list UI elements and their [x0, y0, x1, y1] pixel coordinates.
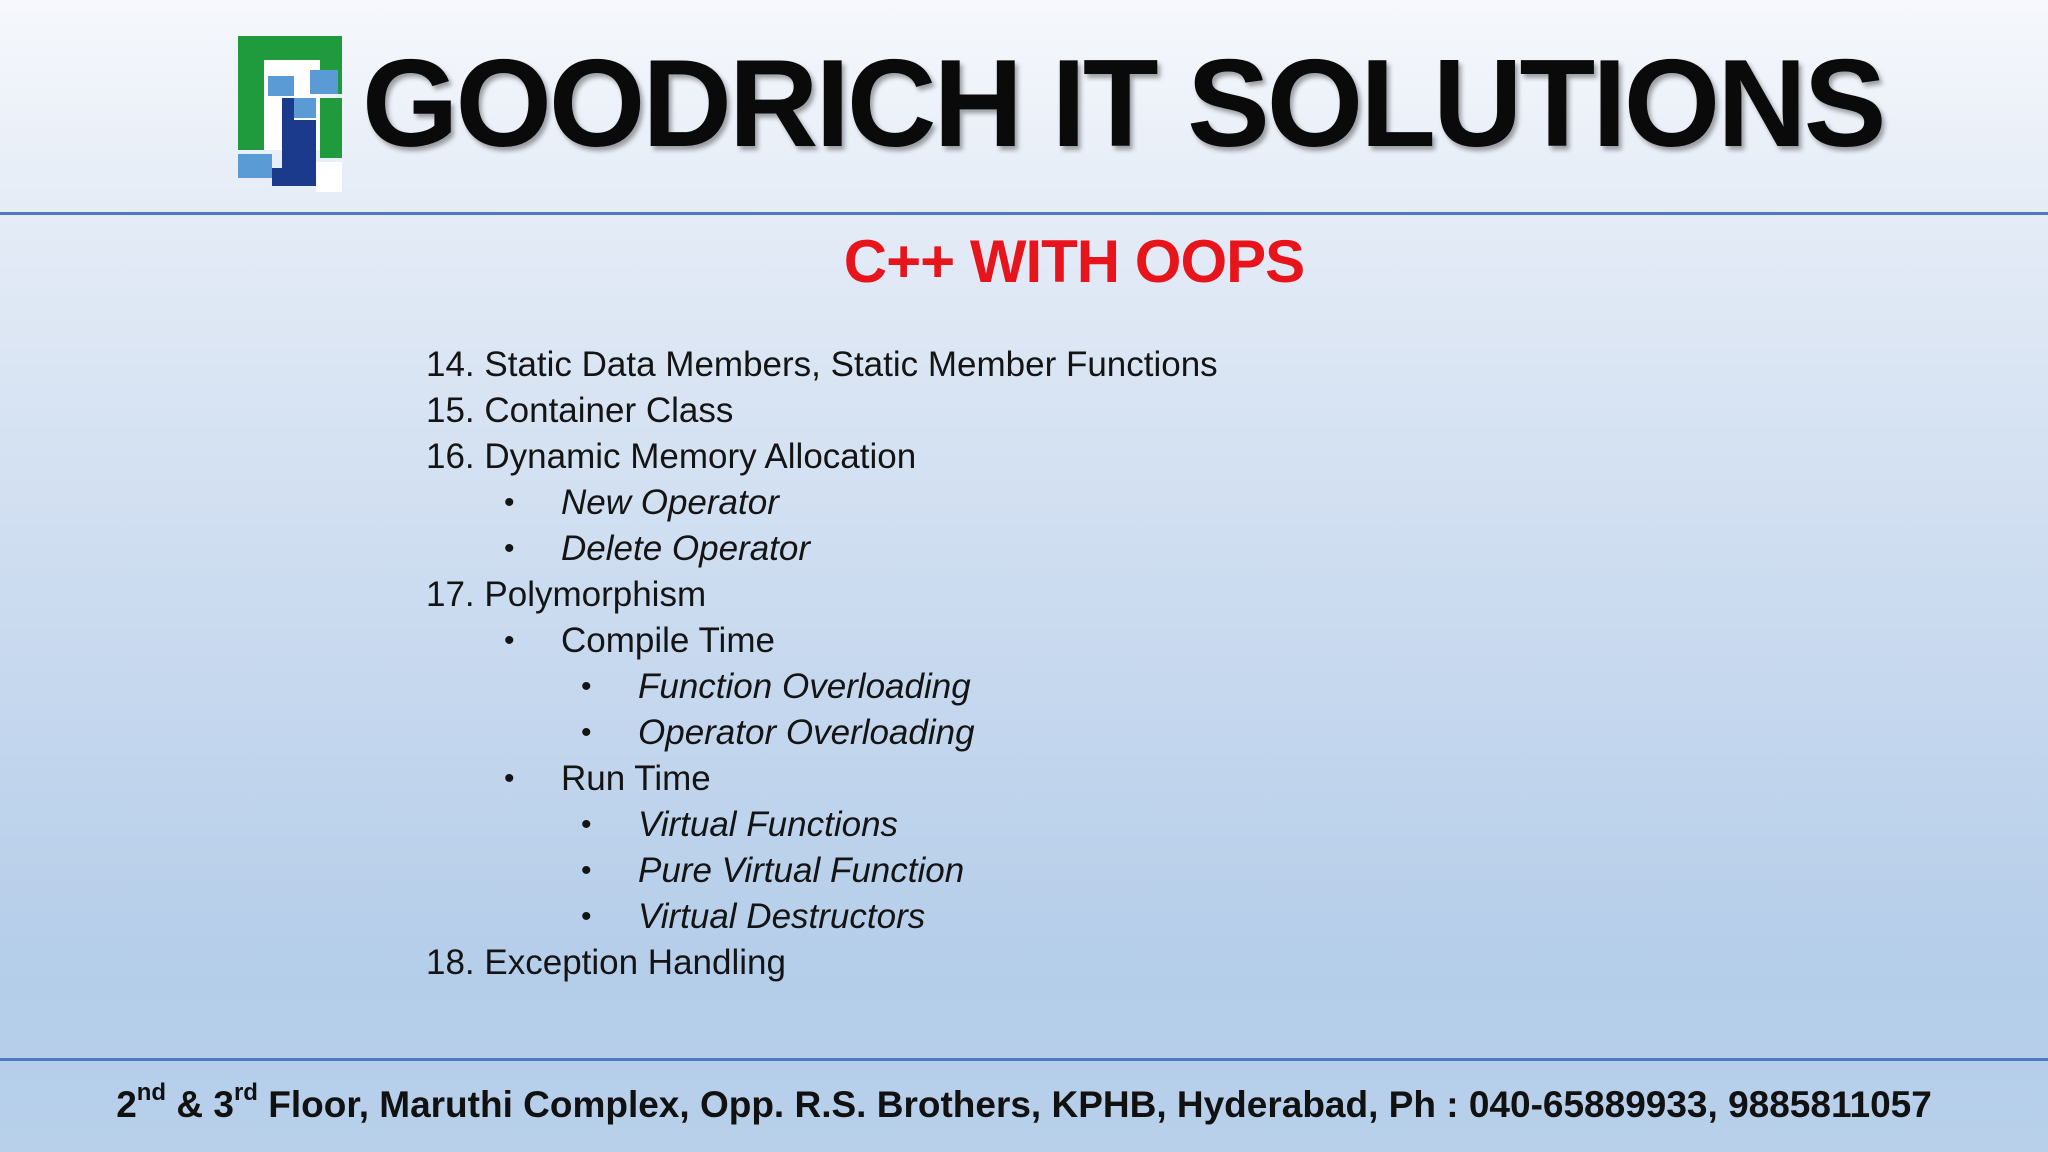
bullet-icon: • [581, 716, 592, 749]
ampersand: & [176, 1084, 204, 1125]
topic-text: Operator Overloading [638, 713, 975, 752]
topic-text: Virtual Functions [638, 805, 899, 844]
topic-text: 18. Exception Handling [426, 943, 786, 982]
subtopic-item [426, 756, 1826, 802]
subtopic-item [426, 618, 1826, 664]
topic-item [426, 434, 1826, 480]
bullet-icon: • [581, 900, 592, 933]
sub-subtopic-item [426, 894, 1826, 940]
bullet-icon: • [581, 808, 592, 841]
topic-item [426, 572, 1826, 618]
topic-text: Run Time [561, 759, 711, 798]
sub-subtopic-item [426, 802, 1826, 848]
bullet-icon: • [581, 854, 592, 887]
company-name: GOODRICH IT SOLUTIONS [362, 35, 1884, 173]
topic-list [426, 342, 1826, 986]
topic-text: 17. Polymorphism [426, 575, 707, 614]
header [0, 0, 2048, 212]
floor-number-2: 3 [213, 1084, 234, 1125]
floor-number-1: 2 [116, 1084, 137, 1125]
topic-text: Function Overloading [638, 667, 971, 706]
sub-subtopic-item [426, 664, 1826, 710]
subtopic-item [426, 480, 1826, 526]
bullet-icon: • [581, 670, 592, 703]
topic-item [426, 342, 1826, 388]
footer-address [0, 1070, 2048, 1140]
floor-suffix-1: nd [136, 1078, 167, 1106]
floor-suffix-2: rd [233, 1078, 258, 1106]
topic-text: Compile Time [561, 621, 775, 660]
topic-text: 15. Container Class [426, 391, 734, 430]
header-divider [0, 212, 2048, 215]
topic-text: Virtual Destructors [638, 897, 926, 936]
bullet-icon: • [504, 624, 515, 657]
sub-subtopic-item [426, 710, 1826, 756]
course-title: C++ WITH OOPS [843, 228, 1305, 295]
sub-subtopic-item [426, 848, 1826, 894]
goodrich-logo-icon [238, 36, 342, 192]
subtopic-item [426, 526, 1826, 572]
topic-text: Pure Virtual Function [638, 851, 965, 890]
topic-item [426, 388, 1826, 434]
bullet-icon: • [504, 762, 515, 795]
topic-text: Delete Operator [561, 529, 811, 568]
footer-divider [0, 1058, 2048, 1061]
topic-item [426, 940, 1826, 986]
bullet-icon: • [504, 532, 515, 565]
address-text: Floor, Maruthi Complex, Opp. R.S. Brothers, KPHB, Hyderabad, Ph : 040-65889933, 9885811057 [268, 1084, 1932, 1125]
topic-text: 14. Static Data Members, Static Member Functions [426, 345, 1218, 384]
bullet-icon: • [504, 486, 515, 519]
topic-text: New Operator [561, 483, 779, 522]
topic-text: 16. Dynamic Memory Allocation [426, 437, 917, 476]
